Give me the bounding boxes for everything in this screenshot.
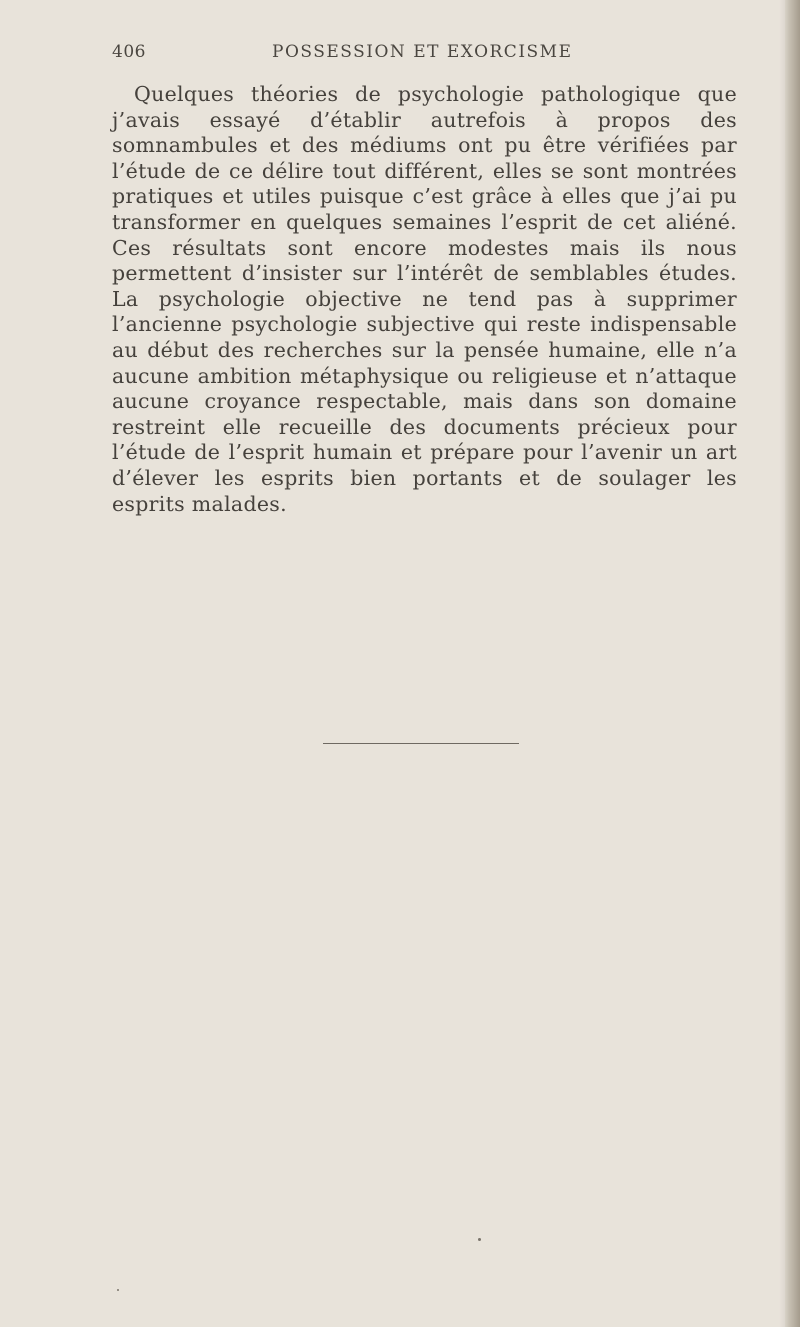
page-edge xyxy=(785,0,800,1327)
running-head xyxy=(112,42,732,66)
ink-speck xyxy=(117,1289,119,1291)
running-title: POSSESSION ET EXORCISME xyxy=(272,42,573,62)
body-paragraph: Quelques théories de psychologie pathologique que j’avais essayé d’établir autrefois à propos des somnambules et des médiums ont pu être vérifiées par l’étude de ce délire tout différent, elles se sont montrées pratiques et utiles puisque c’est grâce à elles que j’ai pu transformer en quelques semaines l’esprit de cet aliéné. Ces résultats sont encore modestes mais ils nous permettent d’insister sur l’intérêt de semblables études. La psychologie objective ne tend pas à supprimer l’ancienne psychologie subjective qui reste indispensable au début des recherches sur la pensée humaine, elle n’a aucune ambition métaphysique ou religieuse et n’attaque aucune croyance respectable, mais dans son domaine restreint elle recueille des documents précieux pour l’étude de l’esprit humain et prépare pour l’avenir un art d’élever les esprits bien portants et de soulager les esprits malades. xyxy=(112,82,737,516)
ink-speck xyxy=(478,1238,481,1241)
section-divider xyxy=(323,743,519,744)
page-number: 406 xyxy=(112,42,146,62)
